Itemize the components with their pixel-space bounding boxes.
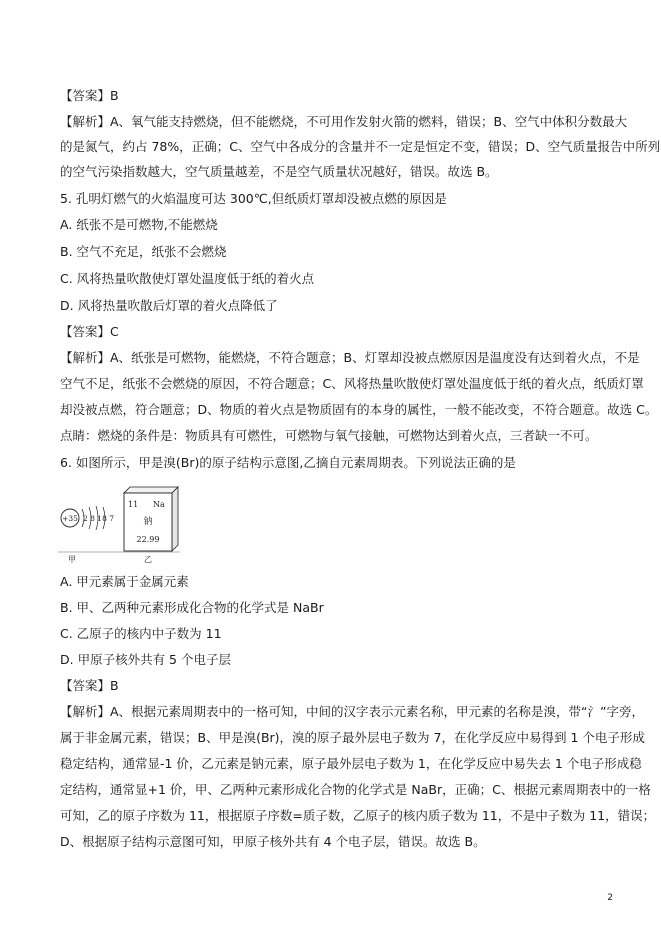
cell-atomic-number: 11 xyxy=(128,500,139,509)
question-6-option-a: A. 甲元素属于金属元素 xyxy=(60,574,189,589)
analysis-q6-line6: D、根据原子结构示意图可知，甲原子核外共有 4 个电子层，错误。故选 B。 xyxy=(60,834,486,849)
question-6-option-d: D. 甲原子核外共有 5 个电子层 xyxy=(60,652,231,667)
analysis-q4-line2: 的是氮气，约占 78%，正确；C、空气中各成分的含量并不一定是恒定不变，错误；D、空气质量报告中所列 xyxy=(60,139,661,154)
answer-label-q6: 【答案】B xyxy=(60,678,119,693)
cell-element-name: 钠 xyxy=(143,517,153,527)
analysis-q5-line1: 【解析】A、纸张是可燃物，能燃烧，不符合题意；B、灯罩却没被点燃原因是温度没有达到着火点，不是 xyxy=(60,350,640,365)
analysis-q5-note: 点睛：燃烧的条件是：物质具有可燃性，可燃物与氧气接触，可燃物达到着火点，三者缺一不可。 xyxy=(60,428,598,443)
question-6-option-c: C. 乙原子的核内中子数为 11 xyxy=(60,626,222,641)
page-number: 2 xyxy=(607,893,613,903)
question-5-option-a: A. 纸张不是可燃物,不能燃烧 xyxy=(60,217,218,232)
analysis-q5-line2: 空气不足，纸张不会燃烧的原因，不符合题意；C、风将热量吹散使灯罩处温度低于纸的着火点，纸质灯罩 xyxy=(60,376,644,391)
nucleus-charge: +35 xyxy=(62,514,78,523)
analysis-q6-line4: 定结构，通常显+1 价，甲、乙两种元素形成化合物的化学式是 NaBr，正确；C、根据元素周期表中的一格 xyxy=(60,782,651,797)
cell-side-face xyxy=(172,487,178,551)
question-6-stem: 6. 如图所示，甲是溴(Br)的原子结构示意图,乙摘自元素周期表。下列说法正确的是 xyxy=(60,455,516,470)
analysis-q5-line3: 却没被点燃，符合题意；D、物质的着火点是物质固有的本身的属性，一般不能改变，不符合题意。故选 C。 xyxy=(60,402,658,417)
cell-atomic-mass: 22.99 xyxy=(136,535,160,544)
question-6-option-b: B. 甲、乙两种元素形成化合物的化学式是 NaBr xyxy=(60,600,324,615)
cell-top-face xyxy=(124,487,178,493)
figure-drawing xyxy=(58,485,180,563)
analysis-q4-line1: 【解析】A、氧气能支持燃烧，但不能燃烧，不可用作发射火箭的燃料，错误；B、空气中体积分数最大 xyxy=(60,114,628,129)
answer-label-q5: 【答案】C xyxy=(60,324,119,339)
analysis-q6-line2: 属于非金属元素，错误；B、甲是溴(Br)，溴的原子最外层电子数为 7，在化学反应中易得到 1 个电子形成 xyxy=(60,730,645,745)
question-6-figure xyxy=(58,485,180,563)
analysis-q6-line3: 稳定结构，通常显-1 价，乙元素是钠元素，原子最外层电子数为 1，在化学反应中易失去 1 个电子形成稳 xyxy=(60,756,642,771)
analysis-q4-line3: 的空气污染指数越大，空气质量越差，不是空气质量状况越好，错误。故选 B。 xyxy=(60,164,498,179)
cell-element-symbol: Na xyxy=(153,500,165,509)
analysis-q6-line5: 可知，乙的原子序数为 11，根据原子序数=质子数，乙原子的核内质子数为 11，不是中子数为 11，错误； xyxy=(60,808,656,823)
question-5-option-c: C. 风将热量吹散使灯罩处温度低于纸的着火点 xyxy=(60,271,315,286)
question-5-stem: 5. 孔明灯燃气的火焰温度可达 300℃,但纸质灯罩却没被点燃的原因是 xyxy=(60,191,447,206)
question-5-option-b: B. 空气不充足，纸张不会燃烧 xyxy=(60,244,227,259)
shell-electron-counts: 2 8 18 7 xyxy=(83,514,115,523)
label-jia: 甲 xyxy=(68,555,76,563)
question-5-option-d: D. 风将热量吹散后灯罩的着火点降低了 xyxy=(60,298,278,313)
label-yi: 乙 xyxy=(144,555,152,563)
answer-label-q4: 【答案】B xyxy=(60,88,119,103)
analysis-q6-line1: 【解析】A、根据元素周期表中的一格可知，中间的汉字表示元素名称，甲元素的名称是溴，带“氵”字旁， xyxy=(60,704,645,719)
